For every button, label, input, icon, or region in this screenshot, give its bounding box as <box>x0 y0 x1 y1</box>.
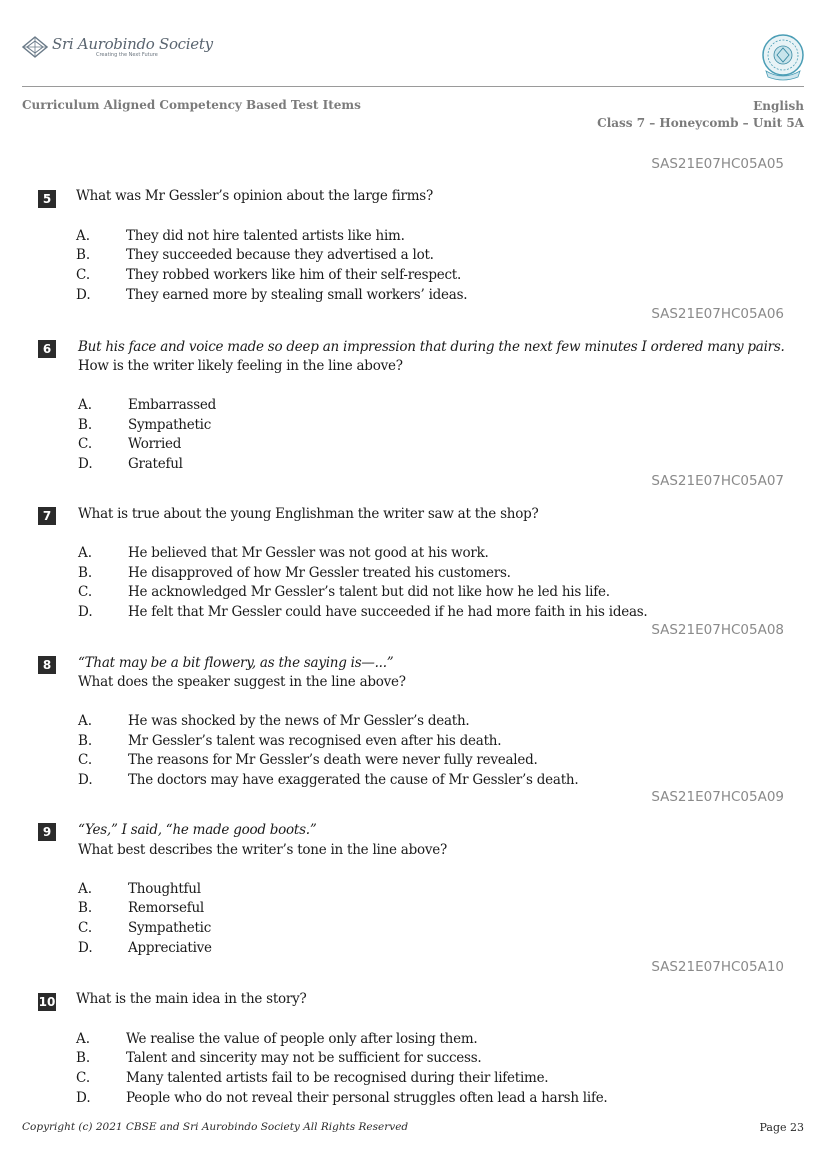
option-letter: B. <box>78 417 93 433</box>
option-letter: A. <box>78 397 93 413</box>
option-letter: C. <box>78 584 93 600</box>
item-code: SAS21E07HC05A07 <box>651 473 784 489</box>
option-letter: C. <box>78 752 93 768</box>
option-text: The reasons for Mr Gessler’s death were never fully revealed. <box>128 752 538 768</box>
option-letter: B. <box>78 565 93 581</box>
class-unit-label: Class 7 – Honeycomb – Unit 5A <box>597 116 804 130</box>
item-code: SAS21E07HC05A05 <box>651 156 784 172</box>
quoted-excerpt: “That may be a bit flowery, as the saying is—...” <box>78 655 394 671</box>
sri-aurobindo-society-logo <box>22 36 213 58</box>
question-text: What is true about the young Englishman the writer saw at the shop? <box>78 506 539 522</box>
option-text: Mr Gessler’s talent was recognised even after his death. <box>128 733 502 749</box>
option-text: They earned more by stealing small workers’ ideas. <box>126 287 468 303</box>
option-letter: B. <box>76 247 91 263</box>
option-letter: A. <box>76 1031 91 1047</box>
item-code: SAS21E07HC05A08 <box>651 622 784 638</box>
option-letter: B. <box>76 1050 91 1066</box>
question-number: 8 <box>38 656 56 674</box>
option-letter: B. <box>78 900 93 916</box>
option-text: He believed that Mr Gessler was not good at his work. <box>128 545 489 561</box>
header-divider <box>22 86 804 87</box>
question-text: What does the speaker suggest in the line above? <box>78 674 406 690</box>
option-text: Talent and sincerity may not be sufficient for success. <box>126 1050 482 1066</box>
question-text: What was Mr Gessler’s opinion about the large firms? <box>76 188 433 204</box>
quoted-excerpt: “Yes,” I said, “he made good boots.” <box>78 822 317 838</box>
option-letter: C. <box>76 1070 91 1086</box>
question-number: 10 <box>38 995 56 1009</box>
option-letter: D. <box>76 287 91 303</box>
option-letter: B. <box>78 733 93 749</box>
question-text: What is the main idea in the story? <box>76 991 307 1007</box>
option-text: We realise the value of people only after losing them. <box>126 1031 478 1047</box>
society-emblem-icon <box>22 36 48 58</box>
item-code: SAS21E07HC05A09 <box>651 789 784 805</box>
subject-info <box>597 98 804 132</box>
logo-name: Sri Aurobindo Society <box>52 34 213 53</box>
item-code: SAS21E07HC05A10 <box>651 959 784 975</box>
option-text: They did not hire talented artists like him. <box>126 228 405 244</box>
option-text: Grateful <box>128 456 183 472</box>
option-text: They succeeded because they advertised a lot. <box>126 247 434 263</box>
option-letter: D. <box>78 604 93 620</box>
option-letter: D. <box>76 1090 91 1106</box>
logo-tagline: Creating the Next Future <box>96 51 158 58</box>
subject-label: English <box>753 99 804 113</box>
option-text: Many talented artists fail to be recognised during their lifetime. <box>126 1070 549 1086</box>
page-number: Page 23 <box>759 1121 804 1134</box>
cbse-seal-icon <box>760 33 806 81</box>
option-text: Embarrassed <box>128 397 217 413</box>
option-letter: A. <box>78 713 93 729</box>
option-text: He disapproved of how Mr Gessler treated his customers. <box>128 565 511 581</box>
option-text: People who do not reveal their personal struggles often lead a harsh life. <box>126 1090 608 1106</box>
option-text: Sympathetic <box>128 417 212 433</box>
quoted-excerpt: But his face and voice made so deep an impression that during the next few minutes I ordered many pairs. <box>78 339 785 355</box>
option-text: Worried <box>128 436 182 452</box>
option-letter: C. <box>76 267 91 283</box>
option-text: Sympathetic <box>128 920 212 936</box>
option-text: He acknowledged Mr Gessler’s talent but did not like how he led his life. <box>128 584 610 600</box>
question-text: How is the writer likely feeling in the line above? <box>78 358 403 374</box>
option-letter: C. <box>78 920 93 936</box>
option-text: They robbed workers like him of their self-respect. <box>126 267 462 283</box>
option-text: He felt that Mr Gessler could have succeeded if he had more faith in his ideas. <box>128 604 648 620</box>
option-letter: A. <box>78 881 93 897</box>
question-number: 7 <box>38 507 56 525</box>
option-letter: A. <box>76 228 91 244</box>
option-text: He was shocked by the news of Mr Gessler’s death. <box>128 713 470 729</box>
copyright-notice: Copyright (c) 2021 CBSE and Sri Aurobindo Society All Rights Reserved <box>22 1121 409 1133</box>
question-number: 9 <box>38 823 56 841</box>
option-text: Thoughtful <box>128 881 201 897</box>
option-text: The doctors may have exaggerated the cause of Mr Gessler’s death. <box>128 772 579 788</box>
option-letter: C. <box>78 436 93 452</box>
question-number: 5 <box>38 190 56 208</box>
option-letter: D. <box>78 772 93 788</box>
document-title: Curriculum Aligned Competency Based Test Items <box>22 98 361 112</box>
option-text: Appreciative <box>128 940 212 956</box>
item-code: SAS21E07HC05A06 <box>651 306 784 322</box>
option-letter: A. <box>78 545 93 561</box>
option-text: Remorseful <box>128 900 204 916</box>
question-number: 6 <box>38 340 56 358</box>
question-text: What best describes the writer’s tone in the line above? <box>78 842 447 858</box>
option-letter: D. <box>78 940 93 956</box>
option-letter: D. <box>78 456 93 472</box>
